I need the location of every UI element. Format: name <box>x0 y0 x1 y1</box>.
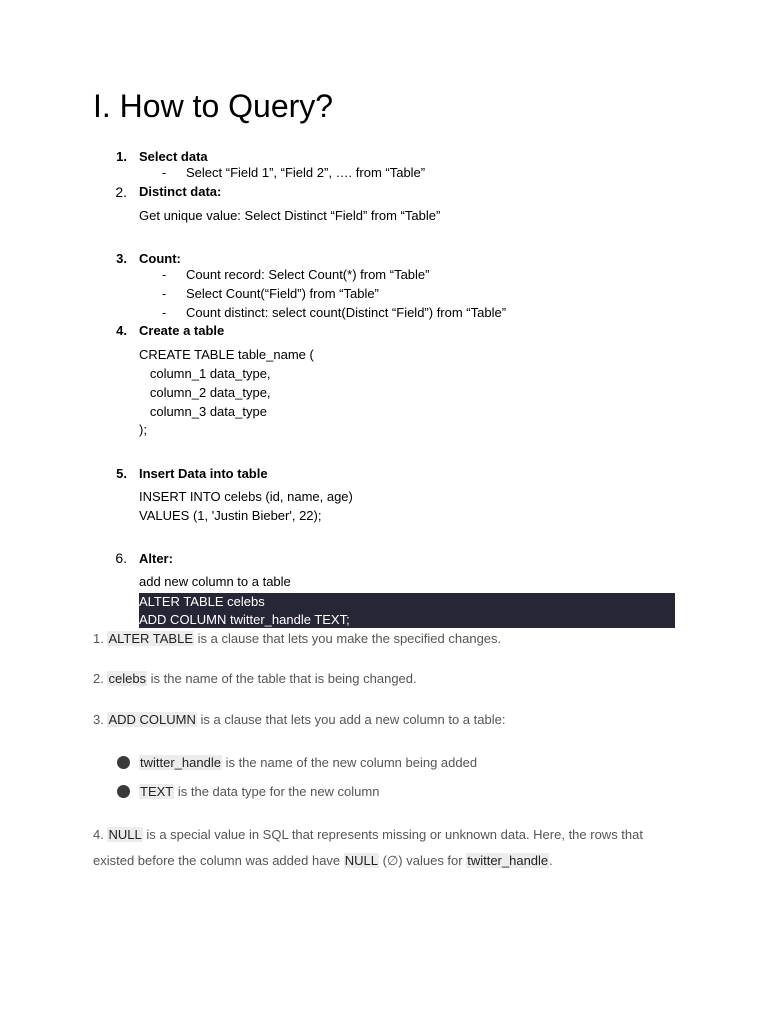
explanation-item <box>93 670 417 688</box>
list-number: 5. <box>116 466 127 481</box>
code-text-line: column_1 data_type, <box>139 366 271 381</box>
inline-code: NULL <box>108 827 142 842</box>
explanation-item <box>93 630 501 648</box>
code-text-line: CREATE TABLE table_name ( <box>139 347 314 362</box>
inline-code: ADD COLUMN <box>108 712 196 727</box>
list-number: 2. <box>115 184 127 200</box>
bullet-dot-icon <box>117 756 130 769</box>
body-text: Get unique value: Select Distinct “Field” from “Table” <box>139 208 441 223</box>
explanation-text: is a clause that lets you add a new column to a table: <box>196 712 506 727</box>
section-heading: Create a table <box>139 323 225 338</box>
explanation-number: 1. <box>93 631 108 646</box>
explanation-text: existed before the column was added have <box>93 853 344 868</box>
code-text-line: column_2 data_type, <box>139 385 271 400</box>
list-item: Select “Field 1”, “Field 2”, …. from “Table” <box>186 165 426 180</box>
explanation-text: is the name of the new column being added <box>221 755 478 770</box>
section-heading: Distinct data: <box>139 184 222 199</box>
dash-marker: - <box>162 286 167 301</box>
explanation-text: is the data type for the new column <box>174 784 380 799</box>
inline-code: ALTER TABLE <box>108 631 194 646</box>
dash-marker: - <box>162 267 167 282</box>
list-number: 1. <box>116 149 127 164</box>
code-line: ADD COLUMN twitter_handle TEXT; <box>139 612 350 627</box>
explanation-text: . <box>549 853 553 868</box>
list-item: Count distinct: select count(Distinct “Field”) from “Table” <box>186 305 507 320</box>
inline-code: twitter_handle <box>140 755 221 770</box>
section-heading: Select data <box>139 149 208 164</box>
code-text-line: column_3 data_type <box>139 404 267 419</box>
code-text-line: INSERT INTO celebs (id, name, age) <box>139 489 353 504</box>
section-heading: Insert Data into table <box>139 466 268 481</box>
code-block <box>139 593 675 628</box>
inline-code: twitter_handle <box>467 853 549 868</box>
body-text: add new column to a table <box>139 574 291 589</box>
explanation-text: is a clause that lets you make the specified changes. <box>194 631 502 646</box>
explanation-text: is a special value in SQL that represents missing or unknown data. Here, the rows that <box>142 827 643 842</box>
bullet-item <box>139 783 379 801</box>
explanation-item <box>93 711 505 729</box>
page-title: I. How to Query? <box>93 88 334 124</box>
explanation-text: is the name of the table that is being changed. <box>147 671 417 686</box>
list-number: 4. <box>116 323 127 338</box>
dash-marker: - <box>162 305 167 320</box>
explanation-item <box>93 826 643 844</box>
explanation-number: 2. <box>93 671 108 686</box>
code-text-line: ); <box>139 422 147 437</box>
inline-code: celebs <box>108 671 147 686</box>
dash-marker: - <box>162 165 167 180</box>
inline-code: TEXT <box>140 784 174 799</box>
bullet-dot-icon <box>117 785 130 798</box>
explanation-number: 3. <box>93 712 108 727</box>
code-text-line: VALUES (1, 'Justin Bieber', 22); <box>139 508 322 523</box>
list-number: 6. <box>115 550 127 566</box>
section-heading: Alter: <box>139 551 173 566</box>
list-item: Select Count(“Field”) from “Table” <box>186 286 379 301</box>
bullet-item <box>139 754 477 772</box>
section-heading: Count: <box>139 251 181 266</box>
explanation-number: 4. <box>93 827 108 842</box>
code-line: ALTER TABLE celebs <box>139 594 265 609</box>
inline-code: NULL <box>344 853 379 868</box>
list-item: Count record: Select Count(*) from “Table” <box>186 267 430 282</box>
explanation-text: (∅) values for <box>379 853 467 868</box>
list-number: 3. <box>116 251 127 266</box>
explanation-continuation <box>93 852 553 870</box>
